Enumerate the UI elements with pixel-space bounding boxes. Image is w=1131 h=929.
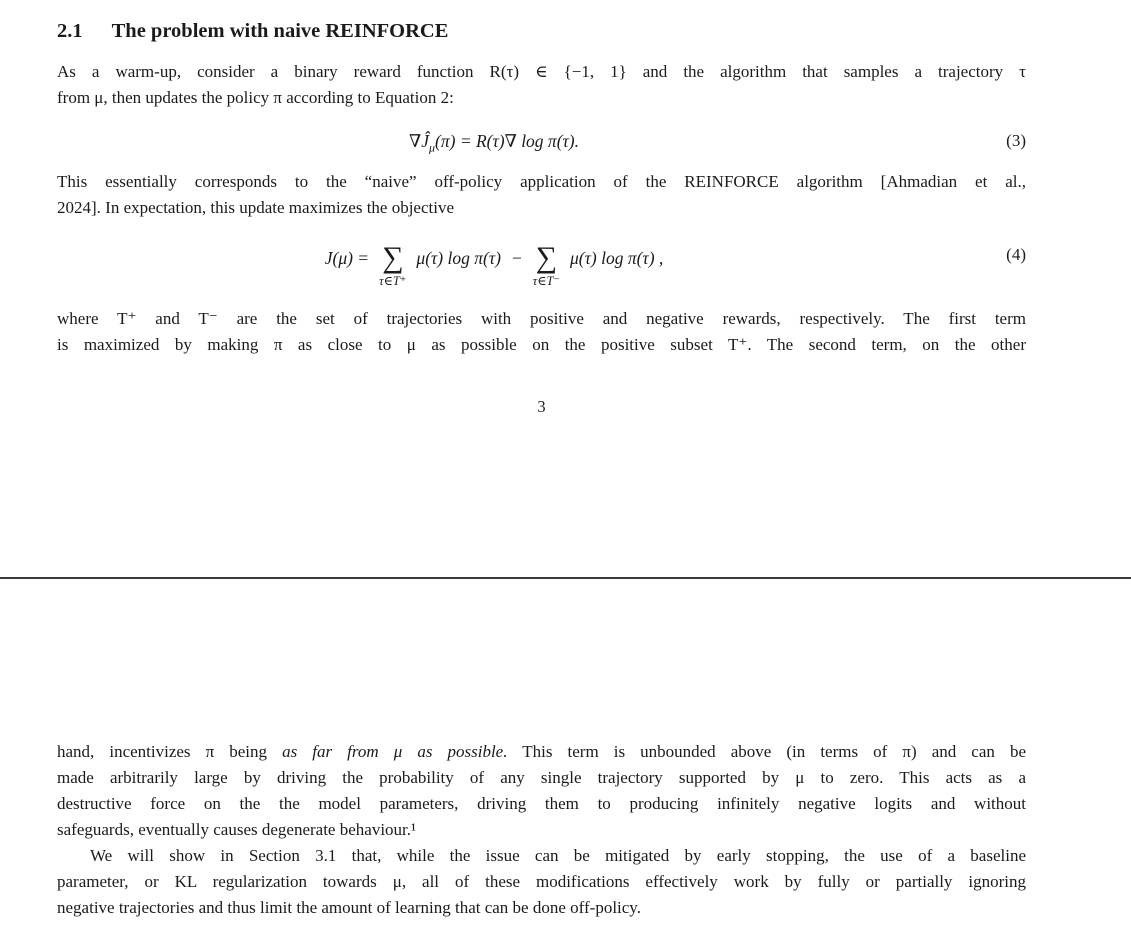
sum-subscript: τ∈T⁺ bbox=[379, 274, 407, 288]
paragraph-1 bbox=[57, 59, 1026, 111]
paragraph-line: parameter, or KL regularization towards μ, all of these modifications effectively work by fully or partially ignoring bbox=[57, 872, 1026, 891]
paragraph-5 bbox=[57, 843, 1026, 921]
sigma-icon: ∑ bbox=[382, 241, 404, 274]
line-segment: This term is unbounded above (in terms of π) and can be bbox=[507, 742, 1026, 761]
sum-operator-positive bbox=[379, 242, 406, 288]
paragraph-line: where T⁺ and T⁻ are the set of trajectories with positive and negative rewards, respectively. The first term bbox=[57, 309, 1026, 328]
section-number: 2.1 bbox=[57, 20, 83, 42]
page-divider bbox=[0, 577, 1131, 579]
section-title: The problem with naive REINFORCE bbox=[111, 20, 449, 42]
paragraph-line: made arbitrarily large by driving the probability of any single trajectory supported by μ to zero. This acts as a bbox=[57, 768, 1026, 787]
paragraph-line: As a warm-up, consider a binary reward function R(τ) ∈ {−1, 1} and the algorithm that samples a trajectory τ bbox=[57, 62, 1026, 81]
paragraph-2 bbox=[57, 169, 1026, 221]
paragraph-line: is maximized by making π as close to μ as possible on the positive subset T⁺. The second term, on the other bbox=[57, 335, 1026, 354]
equation-4-term1: μ(τ) log π(τ) bbox=[416, 247, 501, 268]
equation-3-body bbox=[57, 126, 931, 160]
paragraph-line bbox=[57, 739, 1026, 765]
equation-4 bbox=[57, 228, 1026, 288]
equation-3 bbox=[57, 126, 1026, 160]
paragraph-line: destructive force on the the model parameters, driving them to producing infinitely negative logits and without bbox=[57, 794, 1026, 813]
paragraph-line: negative trajectories and thus limit the amount of learning that can be done off-policy. bbox=[57, 898, 641, 917]
minus-sign: − bbox=[510, 247, 523, 268]
sigma-icon: ∑ bbox=[535, 241, 558, 274]
paragraph-line: from μ, then updates the policy π according to Equation 2: bbox=[57, 88, 454, 107]
equation-4-number: (4) bbox=[1006, 245, 1026, 264]
paragraph-line: safeguards, eventually causes degenerate behaviour.¹ bbox=[57, 820, 417, 839]
equation-4-term2: μ(τ) log π(τ) , bbox=[570, 247, 664, 268]
line-segment: hand, incentivizes π being bbox=[57, 742, 283, 761]
sum-operator-negative bbox=[533, 242, 560, 288]
equation-4-lhs: J(μ) = bbox=[324, 247, 370, 268]
paragraph-line: This essentially corresponds to the “naive” off-policy application of the REINFORCE algorithm [Ahmadian et al., bbox=[57, 172, 1026, 191]
equation-4-body bbox=[57, 228, 931, 288]
section-heading bbox=[57, 17, 1026, 45]
paragraph-line: We will show in Section 3.1 that, while the issue can be mitigated by early stopping, the use of a baseline bbox=[90, 846, 1026, 865]
sum-subscript: τ∈T⁻ bbox=[532, 274, 561, 288]
paragraph-3 bbox=[57, 306, 1026, 358]
page-number: 3 bbox=[537, 397, 546, 416]
paragraph-line: 2024]. In expectation, this update maximizes the objective bbox=[57, 198, 455, 217]
equation-3-number: (3) bbox=[1006, 131, 1026, 150]
italic-phrase: as far from μ as possible. bbox=[282, 742, 508, 761]
equation-3-text: $\nabla Ĵ_\mu(\pi) = R(\tau)\nabla$ log π(τ). bbox=[408, 130, 579, 155]
paragraph-4 bbox=[57, 739, 1026, 843]
